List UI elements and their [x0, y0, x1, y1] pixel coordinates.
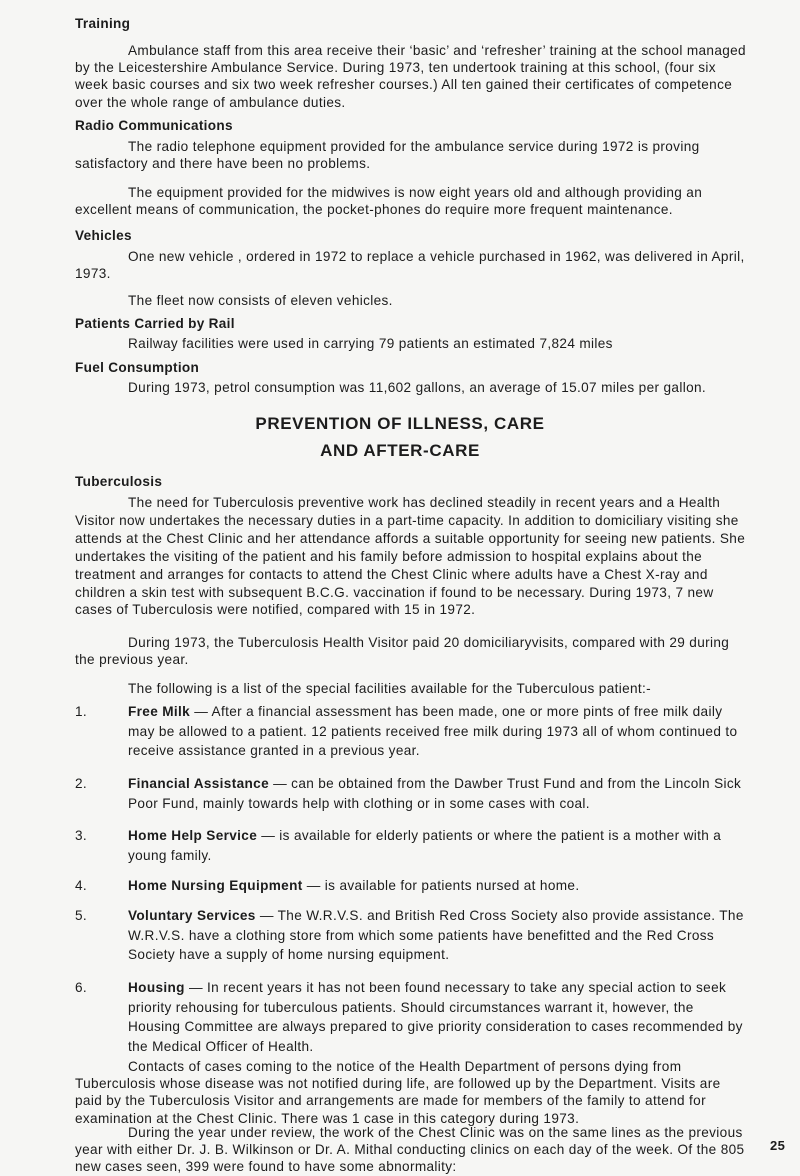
item-text: — is available for patients nursed at home.: [302, 878, 580, 893]
item-lead: Voluntary Services: [128, 908, 256, 923]
item-lead: Home Help Service: [128, 828, 258, 843]
section-title-line-1: PREVENTION OF ILLNESS, CARE: [255, 414, 545, 433]
item-number: 3.: [75, 828, 88, 843]
item-lead: Free Milk: [128, 704, 191, 719]
item-number: 1.: [75, 704, 88, 719]
item-lead: Home Nursing Equipment: [128, 878, 303, 893]
item-text: — After a financial assessment has been made, one or more pints of free milk daily may be allowed to a patient. 12 patients received free milk during 1973 all of whom continued to receive assistance granted in a previous year.: [128, 704, 738, 758]
tuberculosis-paragraph-3: The following is a list of the special facilities available for the Tuberculous patient:-: [128, 681, 652, 696]
tuberculosis-paragraph-2: During 1973, the Tuberculosis Health Visitor paid 20 domiciliaryvisits, compared with 29 during the previous year.: [75, 635, 730, 668]
vehicles-paragraph-1: One new vehicle , ordered in 1972 to replace a vehicle purchased in 1962, was delivered in April, 1973.: [75, 249, 745, 282]
closing-paragraph-1: Contacts of cases coming to the notice of the Health Department of persons dying from Tuberculosis whose disease was not notified during life, are followed up by the Department. Visits are paid by the Tuberculosis Visitor and arrangements are made for members of the family to attend for examination at the Chest Clinic. There was 1 case in this category during 1973.: [75, 1059, 721, 1126]
item-number: 4.: [75, 878, 88, 893]
radio-paragraph-2: The equipment provided for the midwives is now eight years old and although providing an excellent means of communication, the pocket-phones do require more frequent maintenance.: [75, 185, 703, 218]
tuberculosis-heading: Tuberculosis: [75, 474, 163, 489]
training-heading: Training: [75, 16, 131, 31]
item-text: — In recent years it has not been found necessary to take any special action to seek priority rehousing for tuberculous patients. Should circumstances warrant it, however, the Housing Committee are always prepared to give priority consideration to cases recommended by the Medical Officer of Health.: [128, 980, 743, 1054]
rail-text: Railway facilities were used in carrying 79 patients an estimated 7,824 miles: [128, 336, 613, 351]
radio-paragraph-1: The radio telephone equipment provided for the ambulance service during 1972 is proving satisfactory and there have been no problems.: [75, 139, 700, 172]
item-text: — is available for elderly patients or where the patient is a mother with a young family.: [128, 828, 722, 863]
item-text: — can be obtained from the Dawber Trust Fund and from the Lincoln Sick Poor Fund, mainly towards help with clothing or in some cases with coal.: [128, 776, 742, 811]
item-lead: Housing: [128, 980, 185, 995]
rail-heading: Patients Carried by Rail: [75, 316, 235, 331]
item-number: 2.: [75, 776, 88, 791]
item-lead: Financial Assistance: [128, 776, 269, 791]
facility-item: [75, 978, 747, 1056]
facility-item: [75, 906, 747, 965]
tuberculosis-paragraph-1: The need for Tuberculosis preventive work has declined steadily in recent years and a Health Visitor now undertakes the necessary duties in a part-time capacity. In addition to domiciliary visiting she attends at the Chest Clinic and her attendance affords a suitable opportunity for seeing new patients. She undertakes the visiting of the patient and his family before admission to hospital explains about the treatment and arranges for contacts to attend the Chest Clinic where adults have a Chest X-ray and children a skin test with subsequent B.C.G. vaccination if found to be necessary. During 1973, 7 new cases of Tuberculosis were notified, compared with 15 in 1972.: [75, 495, 746, 618]
fuel-consumption-heading: Fuel Consumption: [75, 360, 200, 375]
closing-paragraph-2: During the year under review, the work of the Chest Clinic was on the same lines as the previous year with either Dr. J. B. Wilkinson or Dr. A. Mithal conducting clinics on each day of the week. Of the 805 new cases seen, 399 were found to have some abnormality:: [75, 1125, 745, 1175]
radio-communications-heading: Radio Communications: [75, 118, 233, 133]
facility-item: [75, 876, 747, 896]
section-title-line-2: AND AFTER-CARE: [320, 441, 480, 460]
fuel-text: During 1973, petrol consumption was 11,602 gallons, an average of 15.07 miles per gallon.: [128, 380, 707, 395]
item-number: 6.: [75, 980, 88, 995]
facility-item: [75, 826, 747, 865]
page-number: 25: [770, 1138, 786, 1153]
facility-item: [75, 702, 747, 761]
item-number: 5.: [75, 908, 88, 923]
vehicles-heading: Vehicles: [75, 228, 132, 243]
training-paragraph: Ambulance staff from this area receive their ‘basic’ and ‘refresher’ training at the school managed by the Leicestershire Ambulance Service. During 1973, ten undertook training at this school, (four six week basic courses and six two week refresher courses.) All ten gained their certificates of competence over the whole range of ambulance duties.: [75, 43, 746, 110]
item-text: — The W.R.V.S. and British Red Cross Society also provide assistance. The W.R.V.S. have a clothing store from which some patients have benefitted and the Red Cross Society have a supply of home nursing equipment.: [128, 908, 744, 962]
facility-item: [75, 774, 747, 813]
vehicles-paragraph-2: The fleet now consists of eleven vehicles.: [128, 293, 393, 308]
